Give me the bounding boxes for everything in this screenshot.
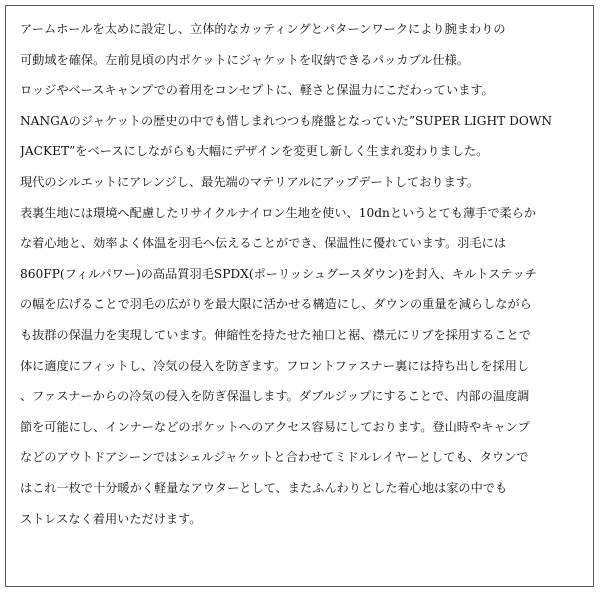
description-line: の幅を広げることで羽毛の広がりを最大限に活かせる構造にし、ダウンの重量を減らしながら	[20, 297, 532, 312]
description-line: JACKET”をベースにしながらも大幅にデザインを変更し新しく生まれ変わりました。	[20, 144, 489, 159]
description-line: も抜群の保温力を実現しています。伸縮性を持たせた袖口と裾、襟元にリブを採用することで	[20, 327, 531, 342]
description-line: アームホールを太めに設定し、立体的なカッティングとパターンワークにより腕まわりの	[20, 22, 506, 36]
description-line: 表裏生地には環境へ配慮したリサイクルナイロン生地を使い、10dnというとても薄手で柔らか	[20, 205, 537, 220]
description-line: な着心地と、効率よく体温を羽毛へ伝えることができ、保温性に優れています。羽毛には	[20, 236, 507, 251]
description-line: 、ファスナーからの冷気の侵入を防ぎ保温します。ダブルジップにすることで、内部の温度調	[20, 389, 530, 404]
description-line: 現代のシルエットにアレンジし、最先端のマテリアルにアップデートしております。	[20, 174, 480, 189]
description-line: 節を可能にし、インナーなどのポケットへのアクセス容易にしております。登山時やキャンプ	[20, 419, 530, 434]
product-description	[20, 14, 592, 534]
description-line: 体に適度にフィットし、冷気の侵入を防ぎます。フロントファスナー裏には持ち出しを採用し	[20, 358, 530, 373]
description-line: NANGAのジャケットの歴史の中でも惜しまれつつも廃盤となっていた”SUPER LIGHT DOWN	[20, 113, 553, 128]
description-line: などのアウトドアシーンではシェルジャケットと合わせてミドルレイヤーとしても、タウンで	[20, 450, 529, 465]
description-frame	[5, 5, 594, 587]
description-line: 860FP(フィルパワー)の高品質羽毛SPDX(ポーリッシュグースダウン)を封入、キルトステッチ	[20, 266, 537, 281]
description-line: ロッジやベースキャンプでの着用をコンセプトに、軽さと保温力にこだわっています。	[20, 83, 494, 98]
description-line: 可動域を確保。左前見頃の内ポケットにジャケットを収納できるパッカブル仕様。	[20, 52, 469, 67]
description-line: はこれ一枚で十分暖かく軽量なアウターとして、またふんわりとした着心地は家の中でも	[20, 480, 508, 495]
description-line: ストレスなく着用いただけます。	[20, 511, 202, 526]
